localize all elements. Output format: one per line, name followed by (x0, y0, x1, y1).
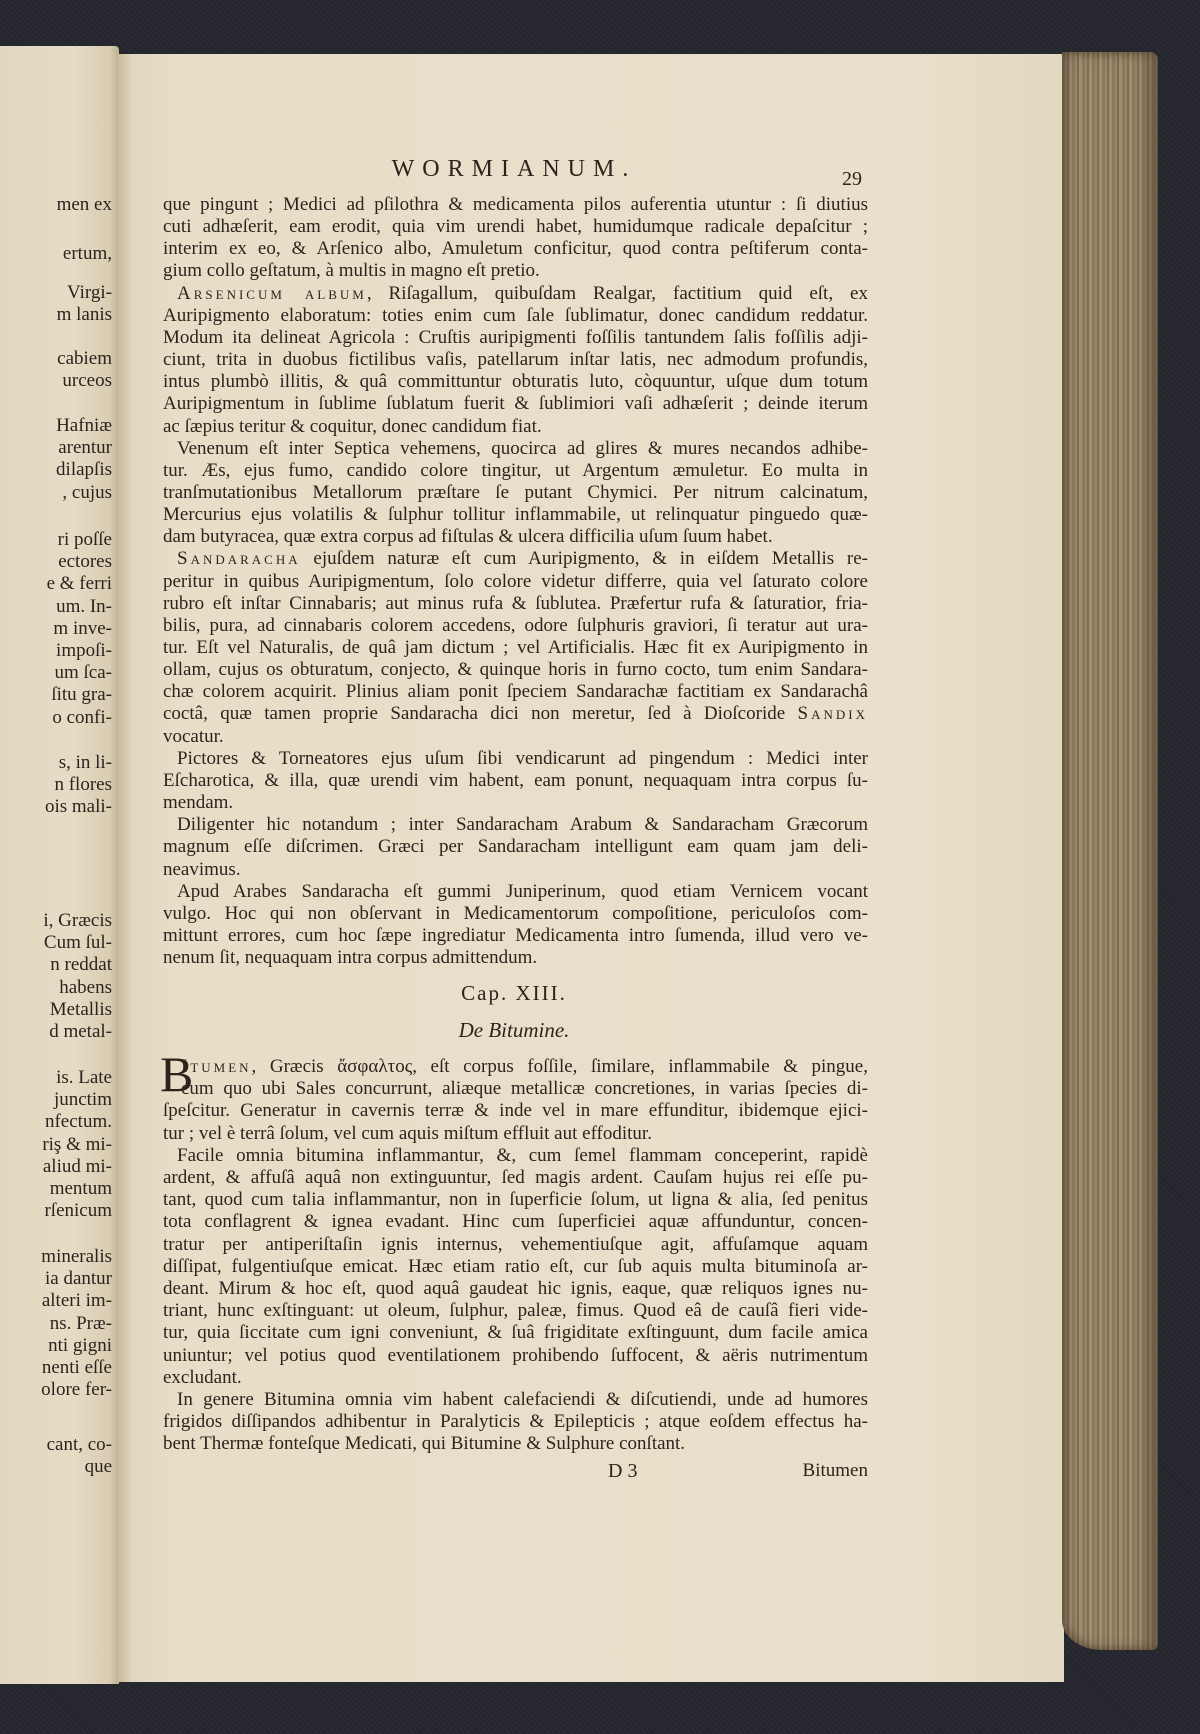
left-page-line-fragment: ns. Præ- (49, 1312, 112, 1334)
left-page-line-fragment: um. In- (56, 595, 112, 617)
left-page-line-fragment: is. Late (56, 1067, 112, 1088)
left-page-line-fragment: d metal- (49, 1021, 112, 1042)
text-line: Eſcharotica, & illa, quæ urendi vim habent, eam ponunt, nequaquam intra corpus ſu- (163, 769, 868, 791)
left-page-line-fragment: n flores (54, 774, 112, 796)
drop-cap: B (160, 1046, 194, 1102)
text-segment: coctâ, quæ tamen proprie Sandaracha dici non meretur, ſed à Dioſcoride (163, 703, 798, 725)
left-page-line-fragment: junctim (53, 1089, 112, 1111)
left-page-line-fragment: nenti eſſe (41, 1357, 112, 1378)
text-line: diſſipat, fulgentiuſque emicat. Hæc etiam ratio eſt, cur ſub aquis multa bituminoſa ar- (163, 1255, 868, 1277)
left-page-line-fragment: Metallis (49, 998, 112, 1020)
book-fore-edge (1062, 52, 1158, 1650)
text-line: In genere Bitumina omnia vim habent calefaciendi & diſcutiendi, unde ad humores (177, 1389, 868, 1410)
text-line: ardent, & affuſâ aquâ non extinguuntur, ſed magis ardent. Cauſam hujus rei eſſe pu- (163, 1167, 868, 1188)
left-page-line-fragment: ois mali- (44, 796, 112, 818)
text-line: tant, quod cum talia inflammantur, non in ſuperficie ſolum, ut ligna & alia, ſed penitus (163, 1189, 868, 1211)
text-line: tota conflagrent & ignea evadant. Hinc cum ſuperficiei aquæ affunduntur, concen- (163, 1211, 868, 1233)
left-page-line-fragment: arentur (58, 437, 112, 459)
text-line: magnum eſſe diſcrimen. Græci per Sandaracham intelligunt eam quam jam deli- (163, 836, 868, 858)
text-line: tur, quia ſiccitate cum igni conveniunt, & ſuâ frigiditate exſtinguunt, dum facile amica (163, 1322, 868, 1344)
left-page-line-fragment: um ſca- (54, 662, 112, 684)
chapter-title: De Bitumine. (458, 1018, 570, 1042)
left-page-line-fragment: rſenicum (44, 1200, 112, 1222)
running-head: WORMIANUM. (391, 156, 637, 182)
text-line: ſpeſcitur. Generatur in cavernis terræ & inde vel in mare effunditur, ibidemque ejici- (163, 1100, 868, 1122)
left-page-line-fragment: ectores (58, 551, 112, 573)
left-page-line-fragment: cant, co- (46, 1434, 112, 1455)
left-page-line-fragment: ſitu gra- (51, 684, 112, 706)
left-page-line-fragment: mentum (49, 1178, 112, 1199)
text-line: dam butyracea, quæ extra corpus ad fiſtulas & ulcera difficilia uſum ſuum habet. (163, 526, 773, 548)
left-page-line-fragment: , cujus (62, 481, 112, 503)
text-line: interim ex eo, & Arſenico albo, Amuletum conficitur, quod contra peſtiferum conta- (163, 238, 868, 260)
text-line: Mercurius ejus volatilis & ſulphur tollitur inflammabile, ut relinquatur pinguedo quæ- (163, 504, 868, 526)
text-line: tur. Æs, ejus fumo, candido colore tingitur, ut Argentum æmuletur. Eo multa in (163, 459, 868, 481)
catchword: Bitumen (802, 1460, 868, 1481)
left-page-line-fragment: Hafniæ (56, 415, 112, 436)
left-page-line-fragment: ri poſſe (57, 529, 112, 550)
text-line: excludant. (163, 1366, 242, 1388)
left-page-line-fragment: que (84, 1456, 112, 1478)
text-line: triant, hunc exſtinguant: ut oleum, ſulphur, paleæ, fimus. Quod eâ de cauſâ fieri vide- (163, 1300, 868, 1322)
text-line: peritur in quibus Auripigmentum, ſolo colore videtur differre, quia vel ſaturato colore (163, 570, 868, 592)
text-line: vocatur. (163, 725, 224, 747)
left-page-line-fragment: cabiem (57, 348, 112, 369)
text-line: tranſmutationibus Metallorum præſtare ſe putant Chymici. Per nitrum calcinatum, (163, 481, 868, 503)
text-line: tur ; vel è terrâ ſolum, vel cum aquis miſtum effluit aut effoditur. (163, 1122, 652, 1144)
text-line: tur. Eſt vel Naturalis, de quâ jam dictum ; vel Artificialis. Hæc fit ex Auripigmento in (163, 637, 868, 658)
left-page-line-fragment: e & ferri (46, 573, 112, 595)
text-line: Diligenter hic notandum ; inter Sandaracham Arabum & Sandaracham Græcorum (177, 814, 868, 836)
small-caps-term: Arsenicum album (177, 282, 367, 304)
left-page-line-fragment: urceos (62, 370, 112, 392)
text-line: Venenum eſt inter Septica vehemens, quocirca ad glires & mures necandos adhibe- (177, 437, 868, 459)
left-page-line-fragment: riş & mi- (42, 1133, 112, 1155)
left-page-line-fragment: nfectum. (44, 1111, 112, 1133)
text-line (163, 283, 868, 305)
left-page-line-fragment: n reddat (50, 954, 112, 976)
text-line: ac ſæpius teritur & coquitur, donec candidum fiat. (163, 415, 542, 437)
text-segment: ejuſdem naturæ eſt cum Auripigmento, & in eiſdem Metallis re- (300, 548, 868, 570)
small-caps-term: Sandix (797, 703, 868, 725)
text-line (181, 1056, 868, 1078)
text-line: rubro eſt inſtar Cinnabaris; aut minus rufa & ſublutea. Præfertur rufa & ſaturatior, fria- (163, 592, 868, 614)
signature-mark: D 3 (608, 1460, 638, 1482)
text-line: mendam. (163, 792, 234, 814)
text-line: nenum ſit, nequaquam intra corpus admittendum. (163, 947, 538, 969)
left-page-line-fragment: nti gigni (48, 1334, 112, 1356)
left-page-line-fragment: m lanis (56, 304, 112, 326)
small-caps-term: Sandaracha (177, 548, 301, 570)
text-line: Auripigmento elaboratum: toties enim cum ſale ſublimatur, donec candidum reddatur. (163, 304, 868, 326)
left-page-fragment (0, 46, 119, 1684)
text-line: Modum ita delineat Agricola : Cruſtis auripigmenti foſſilis tantundem ſalis foſſilis adji- (163, 326, 868, 348)
text-line: gium collo geſtatum, à multis in magno eſt pretio. (163, 260, 540, 282)
text-line: deant. Mirum & hoc eſt, quod aquâ gaudeat hic ignis, eaque, quæ reliquos ignes nu- (163, 1278, 868, 1299)
left-page-line-fragment: Cum ſul- (43, 932, 112, 954)
text-line: Facile omnia bitumina inflammantur, &, cum ſemel flammam conceperint, rapidè (177, 1144, 868, 1166)
left-page-line-fragment: habens (59, 976, 112, 998)
text-line: vulgo. Hoc qui non obſervant in Medicamentorum compoſitione, periculoſos com- (163, 902, 868, 924)
text-line: Apud Arabes Sandaracha eſt gummi Juniperinum, quod etiam Vernicem vocant (177, 880, 868, 902)
left-page-line-fragment: ia dantur (44, 1268, 112, 1290)
left-page-line-fragment: dilapſis (56, 459, 112, 481)
text-line: intus plumbò illitis, & quâ committuntur obturatis luto, còquuntur, uſque dum totum (163, 371, 868, 393)
left-page-line-fragment: ertum, (62, 243, 112, 264)
left-page-line-fragment: s, in li- (58, 752, 112, 773)
text-segment: , Græcis ἄσφαλτος, eſt corpus foſſile, ſimilare, inflammabile & pingue, (251, 1056, 868, 1077)
left-page-line-fragment: Virgi- (67, 282, 112, 303)
text-line: neavimus. (163, 858, 241, 880)
text-line (163, 548, 868, 570)
left-page-line-fragment: olore fer- (41, 1379, 112, 1401)
text-line: tratur per antiperiſtaſin ignis internus, vehementiuſque agit, affuſamque aquam (163, 1233, 868, 1255)
text-line: frigidos diſſipandos adhibentur in Paralyticis & Epilepticis ; atque eoſdem effectus ha- (163, 1411, 868, 1433)
text-line: ollam, cujus os obturatum, conjecto, & quinque horis in furno cocto, tum enim Sandara- (163, 659, 868, 681)
left-page-line-fragment: aliud mi- (42, 1155, 112, 1177)
text-line: chæ colorem acquirit. Plinius aliam ponit ſpeciem Sandarachæ factitiam ex Sandarachâ (163, 681, 868, 703)
text-line: cum quo ubi Sales concurrunt, aliæque metallicæ concretiones, in varias ſpecies di- (181, 1078, 868, 1100)
text-line: ciunt, trita in duobus fictilibus vaſis, patellarum inſtar latis, nec admodum profundis, (163, 349, 868, 371)
chapter-heading: Cap. XIII. (461, 981, 567, 1005)
text-line: Pictores & Torneatores ejus uſum ſibi vendicarunt ad pingendum : Medici inter (177, 747, 868, 769)
text-line: que pingunt ; Medici ad pſilothra & medicamenta pilos auferentia utuntur : ſi diutius (163, 194, 868, 215)
left-page-line-fragment: men ex (56, 194, 112, 215)
left-page-line-fragment: mineralis (41, 1246, 112, 1267)
left-page-line-fragment: impoſi- (56, 640, 112, 661)
left-page-line-fragment: alteri im- (41, 1290, 112, 1312)
left-page-line-fragment: o confi- (52, 706, 112, 728)
small-caps-term: Itumen (181, 1056, 252, 1077)
text-line: mittunt errores, cum hoc ſæpe ingrediatur Medicamenta intro ſumenda, illud vero ve- (163, 924, 868, 946)
text-line: cuti adhæſerit, eam erodit, quia vim urendi habet, humidumque radicale depaſcitur ; (163, 216, 868, 238)
left-page-line-fragment: i, Græcis (43, 910, 112, 931)
text-segment: , Riſagallum, quibuſdam Realgar, factitium quid eſt, ex (366, 282, 868, 304)
page-number: 29 (842, 168, 862, 190)
text-line: bent Thermæ fonteſque Medicati, qui Bitumine & Sulphure conſtant. (163, 1433, 686, 1455)
text-line (163, 703, 868, 725)
text-line: Auripigmentum in ſublime ſublatum fuerit & ſublimiori vaſi adhæſerit ; deinde iterum (163, 393, 868, 415)
left-page-line-fragment: m inve- (53, 617, 112, 639)
text-line: bilis, pura, ad cinnabaris colorem accedens, odore ſulphuris graviori, ſi teratur aut ura- (163, 614, 868, 636)
text-line: uniuntur; vel potius quod eventilationem prohibendo ſuffocent, & aëris nutrimentum (163, 1344, 868, 1366)
